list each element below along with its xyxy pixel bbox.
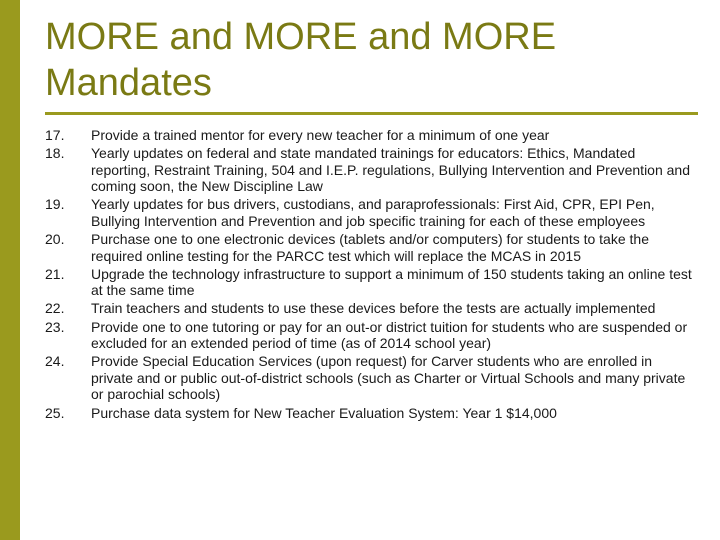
item-number: 24. (45, 353, 65, 370)
list-item (45, 405, 695, 422)
title-line-1: MORE and MORE and MORE (45, 16, 557, 58)
item-number: 20. (45, 231, 65, 248)
item-text: Yearly updates on federal and state mandated trainings for educators: Ethics, Mandated reporting, Restraint Training, 504 and I.E.P. regulations, Bullying Intervention and Prevention and coming soon, the New Discipline Law (91, 145, 691, 195)
mandates-list (45, 127, 695, 423)
item-text: Provide Special Education Services (upon request) for Carver students who are enrolled in private and or public out-of-district schools (such as Charter or Virtual Schools and many private or parochial schools) (91, 353, 686, 403)
list-item (45, 266, 695, 299)
list-item (45, 319, 695, 352)
item-text: Upgrade the technology infrastructure to support a minimum of 150 students taking an online test at the same time (91, 265, 692, 299)
title-divider (45, 112, 698, 115)
title-line-2: Mandates (45, 62, 212, 104)
list-item (45, 300, 695, 317)
item-text: Yearly updates for bus drivers, custodians, and paraprofessionals: First Aid, CPR, EPI Pen, Bullying Intervention and Prevention and job specific training for each of these employees (91, 196, 655, 229)
list-item (45, 231, 695, 264)
list-item (45, 145, 695, 195)
item-text: Purchase data system for New Teacher Evaluation System: Year 1 $14,000 (91, 404, 557, 421)
item-number: 18. (45, 145, 65, 162)
item-text: Provide a trained mentor for every new teacher for a minimum of one year (91, 127, 550, 143)
item-number: 22. (45, 300, 65, 317)
item-number: 23. (45, 318, 65, 335)
item-text: Provide one to one tutoring or pay for an out-or district tuition for students who are suspended or excluded for an extended period of time (as of 2014 school year) (91, 318, 688, 352)
item-text: Purchase one to one electronic devices (tablets and/or computers) for students to take the required online testing for the PARCC test which will replace the MCAS in 2015 (91, 231, 649, 264)
list-item (45, 127, 695, 144)
item-number: 19. (45, 196, 65, 213)
slide-title (45, 14, 695, 106)
item-number: 21. (45, 265, 65, 282)
list-item (45, 196, 695, 229)
left-accent-bar (0, 0, 20, 540)
item-text: Train teachers and students to use these devices before the tests are actually implemented (91, 300, 656, 317)
item-number: 17. (45, 127, 65, 143)
list-item (45, 353, 695, 403)
item-number: 25. (45, 404, 65, 421)
